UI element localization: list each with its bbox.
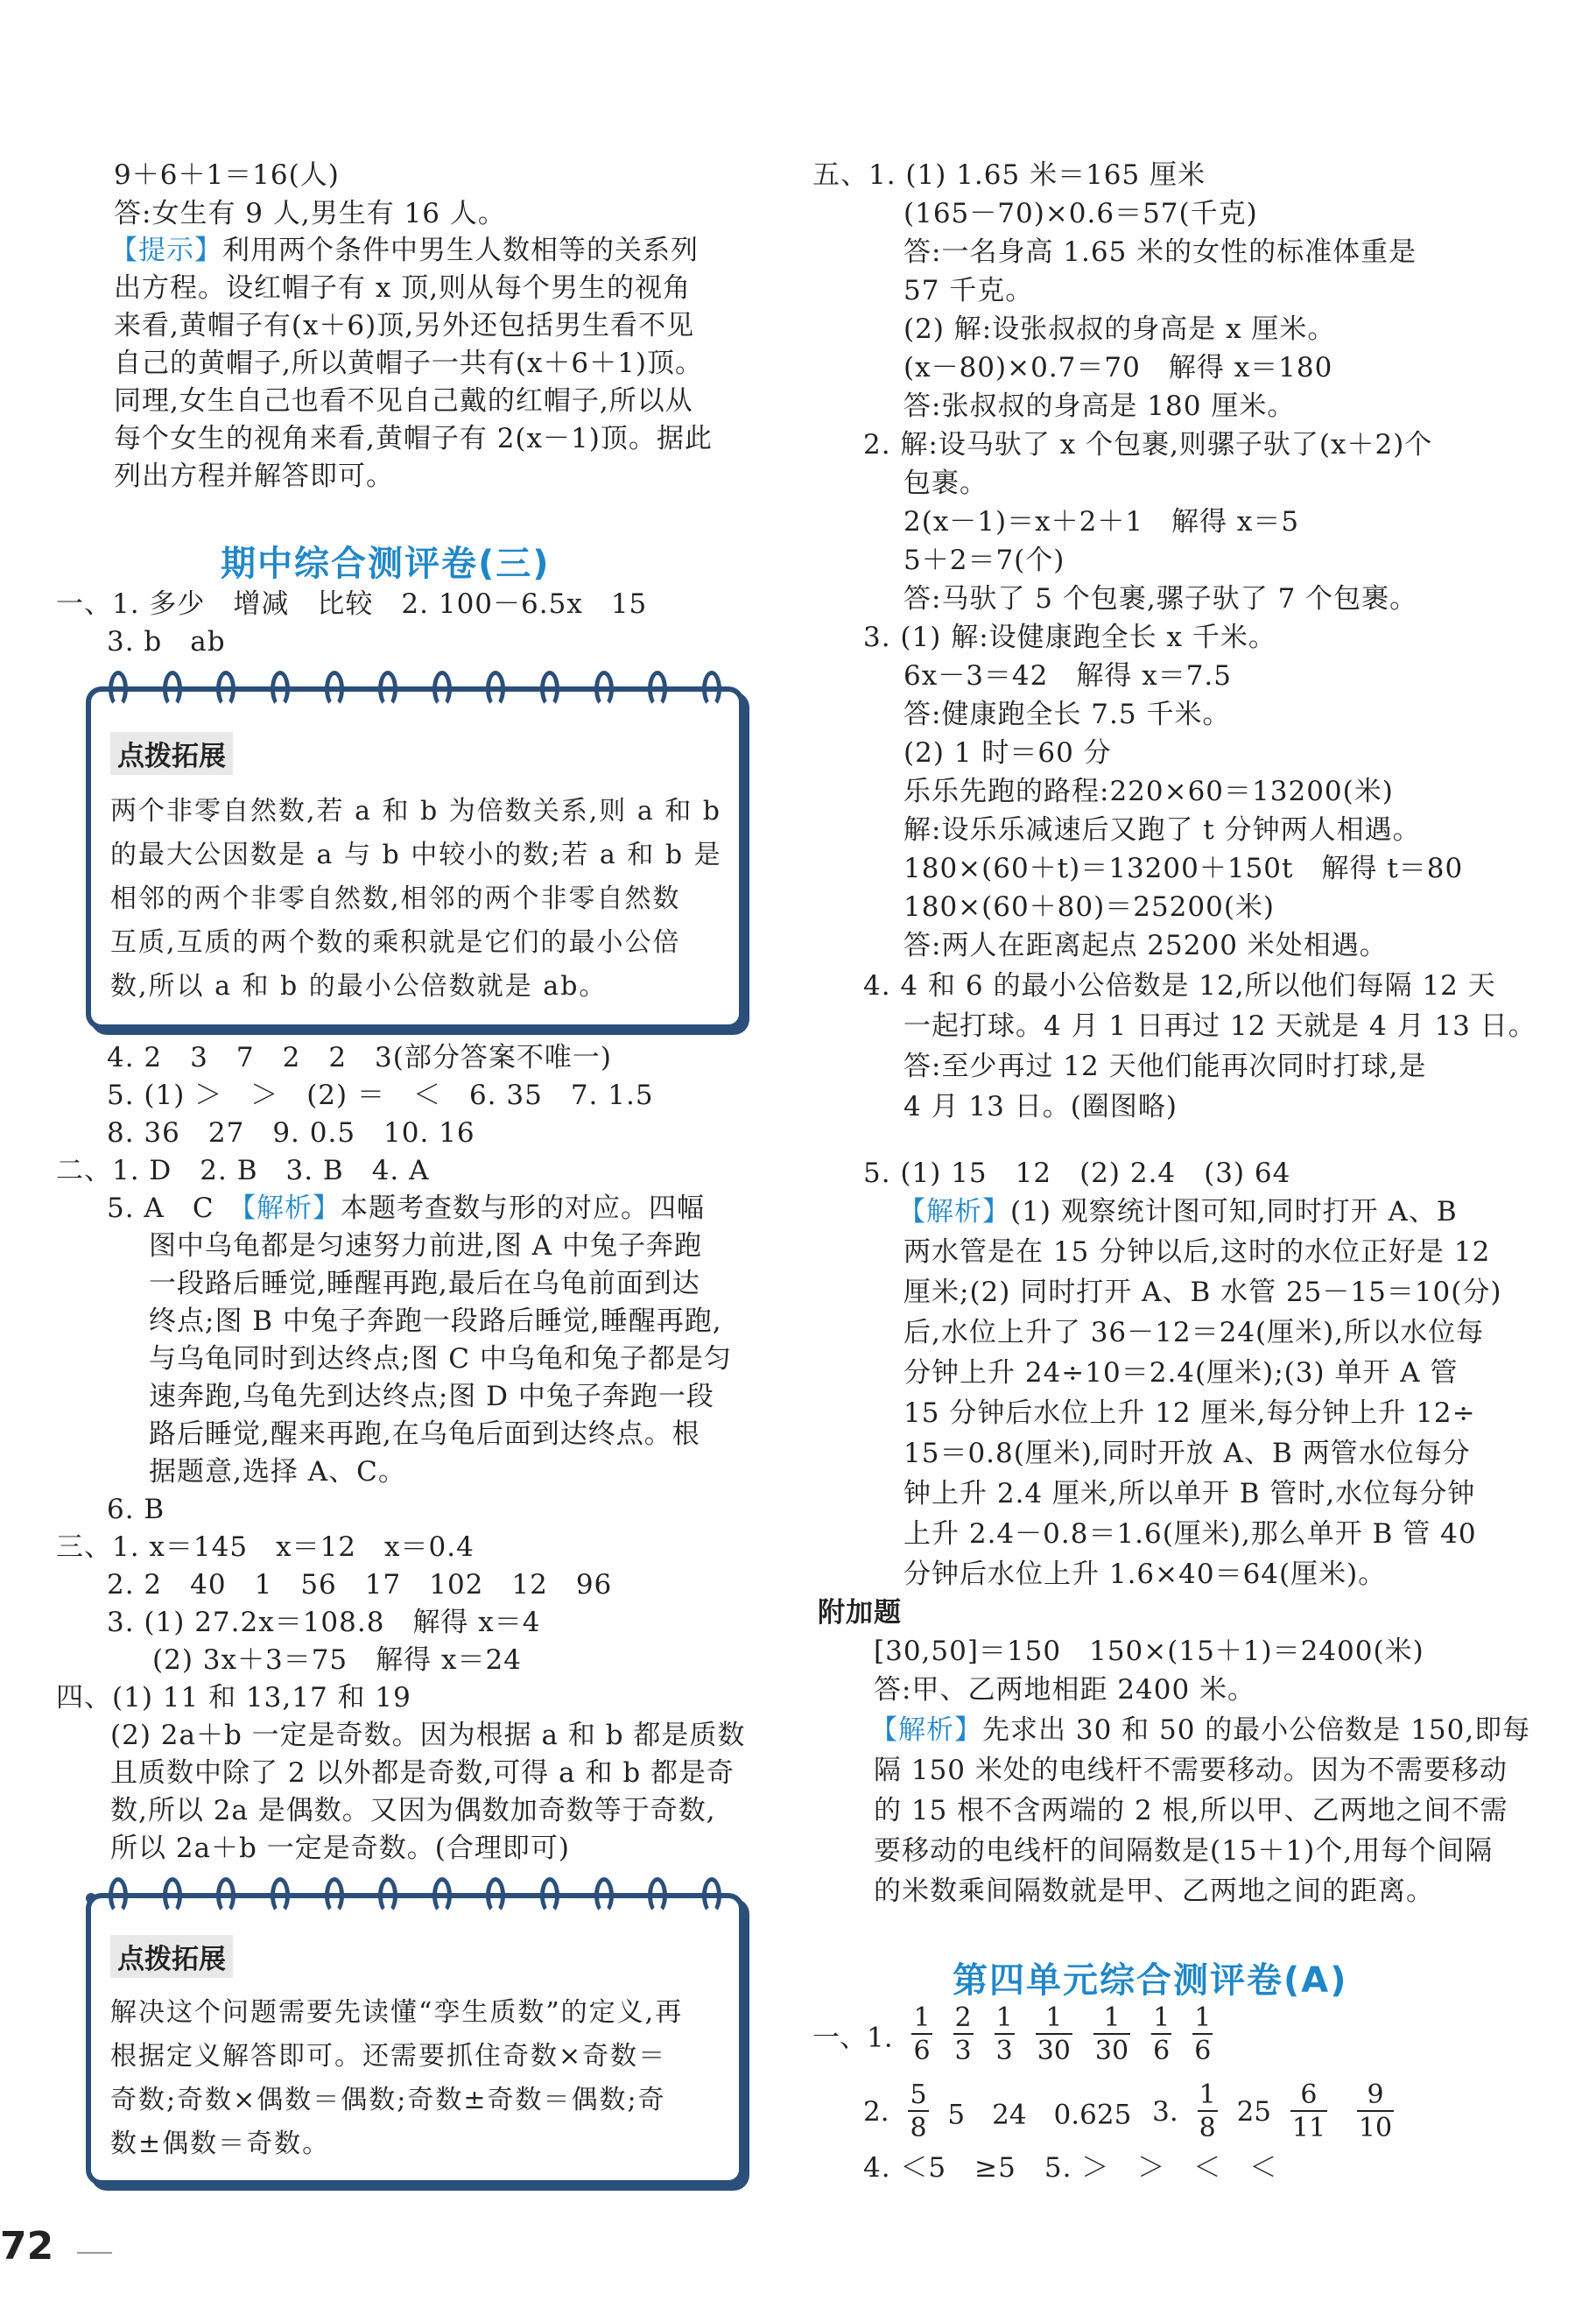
text-line: 5＋2＝7(个) [903,545,1065,576]
text-line: 包裹。 [903,468,988,499]
ring-icon [702,671,721,707]
numerator: 1 [1199,2079,1216,2110]
denominator: 30 [1037,2036,1071,2066]
note-title: 点拨拓展 [110,732,233,775]
text-line: 两水管是在 15 分钟以后,这时的水位正好是 12 [903,1236,1491,1268]
ring-icon [216,1877,236,1914]
text-line: 来看,黄帽子有(x＋6)顶,另外还包括男生看不见 [114,310,695,341]
note-box-2 [86,1893,744,2185]
numerator: 2 [954,2002,972,2033]
fraction [1290,2079,1327,2143]
text-line: 15 分钟后水位上升 12 厘米,每分钟上升 12÷ [903,1397,1476,1429]
ring-icon [378,671,397,707]
text: 本题考查数与形的对应。四幅 [341,1193,706,1224]
item-label: 2. [863,2096,889,2128]
answer-line: 四、(1) 11 和 13,17 和 19 [56,1682,411,1713]
text-line: 钟上升 2.4 厘米,所以单开 B 管时,水位每分钟 [903,1478,1476,1509]
denominator: 11 [1291,2113,1326,2143]
note-line: 相邻的两个非零自然数,相邻的两个非零自然数 [110,883,681,914]
text-line: 要移动的电线杆的间隔数是(15＋1)个,用每个间隔 [874,1835,1494,1867]
ring-icon [648,1877,667,1914]
note-line: 的最大公因数是 a 与 b 中较小的数;若 a 和 b 是 [110,840,722,870]
ring-icon [594,671,614,707]
text-line: 15＝0.8(厘米),同时开放 A、B 两管水位每分 [903,1438,1471,1469]
text-line: [30,50]＝150 150×(15＋1)＝2400(米) [874,1636,1424,1667]
text-line: (2) 解:设张叔叔的身高是 x 厘米。 [903,313,1336,345]
text-line: 一段路后睡觉,睡醒再跑,最后在乌龟前面到达 [149,1268,700,1299]
numerator: 5 [910,2079,927,2110]
text-line: 一起打球。4 月 1 日再过 12 天就是 4 月 13 日。 [903,1010,1536,1042]
text-line: 图中乌龟都是匀速努力前进,图 A 中兔子奔跑 [149,1230,702,1262]
ring-icon [271,671,290,707]
page-number: 72 [0,2224,54,2269]
text-line: 2(x－1)＝x＋2＋1 解得 x＝5 [903,506,1300,538]
ring-icon [163,1877,182,1914]
ring-icon [109,671,128,707]
fraction [1151,2002,1171,2066]
answer-line: 3. b ab [107,626,226,658]
section-title: 期中综合测评卷(三) [221,544,551,584]
denominator: 6 [1153,2036,1171,2066]
text-line: (x－80)×0.7＝70 解得 x＝180 [903,352,1333,383]
numerator: 6 [1290,2082,1327,2112]
note-line: 互质,互质的两个数的乘积就是它们的最小公倍 [110,927,681,958]
ring-icon [432,671,452,707]
fraction [1093,2002,1130,2066]
analysis-tag: 【解析】 [242,1193,341,1224]
text-line: 的米数乘间隔数就是甲、乙两地之间的距离。 [874,1875,1434,1907]
numerator: 1 [995,2002,1013,2033]
text-line: 答:张叔叔的身高是 180 厘米。 [903,391,1296,422]
values: 5 24 0.625 [947,2099,1132,2131]
notebook-rings [109,1877,721,1919]
analysis-tag: 【解析】 [898,1196,1010,1228]
text-line: 9＋6＋1＝16(人) [114,159,340,191]
text-line: 速奔跑,乌龟先到达终点;图 D 中兔子奔跑一段 [149,1381,714,1412]
fraction [1198,2079,1218,2143]
note-box [86,686,744,1030]
text-line: 答:一名身高 1.65 米的女性的标准体重是 [903,236,1417,268]
text-line: 乐乐先跑的路程:220×60＝13200(米) [903,776,1394,807]
ring-icon [163,671,182,707]
text-line: 180×(60＋80)＝25200(米) [903,891,1276,923]
answer-line: 4. 4 和 6 的最小公倍数是 12,所以他们每隔 12 天 [863,970,1496,1002]
text: 5. A C [107,1193,214,1224]
denominator: 8 [1199,2113,1216,2143]
note-line: 两个非零自然数,若 a 和 b 为倍数关系,则 a 和 b [110,796,722,827]
text-line: 上升 2.4－0.8＝1.6(厘米),那么单开 B 管 40 [903,1518,1477,1550]
answer-line: 8. 36 27 9. 0.5 10. 16 [107,1117,475,1149]
note-line: 根据定义解答即可。还需要抓住奇数×奇数＝ [110,2041,667,2072]
ring-icon [109,1877,128,1914]
text-line: 出方程。设红帽子有 x 顶,则从每个男生的视角 [114,272,692,304]
fraction [908,2079,928,2143]
answer-line [107,1191,705,1226]
text-line: 答:至少再过 12 天他们能再次同时打球,是 [903,1051,1427,1082]
text-line: 答:健康跑全长 7.5 千米。 [903,699,1231,730]
note-line: 奇数;奇数×偶数＝偶数;奇数±奇数＝偶数;奇 [110,2085,666,2115]
hint-line [110,233,699,268]
denominator: 6 [913,2036,931,2066]
ring-icon [648,671,667,707]
ring-icon [486,671,505,707]
text-line: 与乌龟同时到达终点;图 C 中乌龟和兔子都是匀 [149,1343,732,1375]
text: 先求出 30 和 50 的最小公倍数是 150,即每 [982,1714,1531,1746]
text-line: 6x－3＝42 解得 x＝7.5 [903,660,1233,692]
answer-line: 6. B [107,1494,165,1525]
answer-line: 三、1. x＝145 x＝12 x＝0.4 [56,1531,475,1563]
ring-icon [702,1877,721,1914]
text-line: 终点;图 B 中兔子奔跑一段路后睡觉,睡醒再跑, [149,1305,722,1337]
fraction [1036,2002,1072,2066]
denominator: 6 [1194,2036,1212,2066]
denominator: 8 [910,2113,927,2143]
text-line: 答:甲、乙两地相距 2400 米。 [874,1674,1256,1706]
extra-title: 附加题 [818,1597,902,1629]
numerator: 1 [1036,2005,1072,2035]
note-line: 数,所以 a 和 b 的最小公倍数就是 ab。 [110,971,608,1002]
text-line: 分钟上升 24÷10＝2.4(厘米);(3) 单开 A 管 [903,1357,1459,1389]
text-line: 利用两个条件中男生人数相等的关系列 [222,235,699,266]
numerator: 9 [1357,2082,1394,2112]
text-line: (2) 1 时＝60 分 [903,737,1112,769]
analysis-line [870,1713,1530,1748]
text-line: 答:马驮了 5 个包裹,骡子驮了 7 个包裹。 [903,583,1418,615]
ring-icon [594,1877,614,1914]
text-line: 57 千克。 [903,275,1034,306]
ring-icon [486,1877,505,1914]
numerator: 1 [913,2002,931,2033]
ring-icon [325,671,344,707]
text-line: (165－70)×0.6＝57(千克) [903,198,1258,229]
analysis-line [898,1194,1458,1229]
ring-icon [216,671,236,707]
answer-line: 3. (1) 27.2x＝108.8 解得 x＝4 [107,1607,541,1638]
analysis-tag: 【解析】 [870,1714,982,1746]
fraction [911,2002,932,2066]
text-line: 据题意,选择 A、C。 [149,1456,406,1488]
text-line: 厘米;(2) 同时打开 A、B 水管 25－15＝10(分) [903,1277,1502,1308]
note-line: 数±偶数＝奇数。 [110,2129,331,2159]
fraction-row-2 [863,2079,1404,2143]
text-line: (2) 2a＋b 一定是奇数。因为根据 a 和 b 都是质数 [110,1720,746,1751]
text-line: 答:女生有 9 人,男生有 16 人。 [114,198,506,229]
item-label: 3. [1152,2096,1178,2128]
numerator: 1 [1093,2005,1130,2035]
text-line: 分钟后水位上升 1.6×40＝64(厘米)。 [903,1559,1387,1590]
fraction [953,2002,974,2066]
text-line: 数,所以 2a 是偶数。又因为偶数加奇数等于奇数, [110,1795,716,1826]
text-line: 后,水位上升了 36－12＝24(厘米),所以水位每 [903,1317,1485,1348]
ring-icon [378,1877,397,1914]
value: 25 [1236,2096,1272,2128]
note-title: 点拨拓展 [110,1935,233,1978]
text-line: 所以 2a＋b 一定是奇数。(合理即可) [110,1833,570,1864]
section-title: 第四单元综合测评卷(A) [953,1960,1348,2001]
answer-line: (2) 3x＋3＝75 解得 x＝24 [152,1644,522,1676]
answer-line: 二、1. D 2. B 3. B 4. A [56,1155,430,1186]
denominator: 10 [1358,2113,1393,2143]
text-line: 列出方程并解答即可。 [114,461,394,492]
ring-icon [432,1877,452,1914]
answer-line: 五、1. (1) 1.65 米＝165 厘米 [812,159,1206,191]
fraction-list [901,2002,1223,2066]
ring-icon [540,671,559,707]
item-label: 一、1. [812,2022,893,2054]
ring-icon [540,1877,559,1914]
answer-line: 一、1. 多少 增减 比较 2. 100－6.5x 15 [56,588,648,620]
text-line: 解:设乐乐减速后又跑了 t 分钟两人相遇。 [903,814,1421,846]
text-line: 的 15 根不含两端的 2 根,所以甲、乙两地之间不需 [874,1795,1508,1826]
fraction-row [812,2002,1223,2066]
answer-line: 3. (1) 解:设健康跑全长 x 千米。 [863,622,1276,653]
fraction [1357,2079,1394,2143]
text: (1) 观察统计图可知,同时打开 A、B [1010,1196,1458,1228]
denominator: 3 [954,2036,972,2066]
answer-line: 4. 2 3 7 2 2 3(部分答案不唯一) [107,1042,612,1073]
ring-icon [325,1877,344,1914]
fraction [995,2002,1015,2066]
text-line: 4 月 13 日。(圈图略) [903,1091,1178,1122]
text-line: 自己的黄帽子,所以黄帽子一共有(x＋6＋1)顶。 [114,348,703,379]
text-line: 路后睡觉,醒来再跑,在乌龟后面到达终点。根 [149,1418,700,1450]
ring-icon [271,1877,290,1914]
answer-line: 4. ＜5 ≥5 5. ＞ ＞ ＜ ＜ [863,2152,1278,2184]
answer-line: 5. (1) ＞ ＞ (2) ＝ ＜ 6. 35 7. 1.5 [107,1080,654,1111]
notebook-rings [109,671,721,713]
text-line: 每个女生的视角来看,黄帽子有 2(x－1)顶。据此 [114,423,713,454]
numerator: 1 [1194,2002,1212,2033]
fraction [1192,2002,1213,2066]
text-line: 同理,女生自己也看不见自己戴的红帽子,所以从 [114,385,693,417]
answer-line: 5. (1) 15 12 (2) 2.4 (3) 64 [863,1158,1291,1189]
text-line: 且质数中除了 2 以外都是奇数,可得 a 和 b 都是奇 [110,1757,735,1789]
text-line: 180×(60＋t)＝13200＋150t 解得 t＝80 [903,853,1464,884]
page-number-rule [77,2252,112,2254]
note-line: 解决这个问题需要先读懂“孪生质数”的定义,再 [110,1997,684,2028]
answer-line: 2. 2 40 1 56 17 102 12 96 [107,1569,613,1601]
hint-tag: 【提示】 [110,235,222,266]
numerator: 1 [1153,2002,1171,2033]
text-line: 答:两人在距离起点 25200 米处相遇。 [903,930,1388,961]
answer-line: 2. 解:设马驮了 x 个包裹,则骡子驮了(x＋2)个 [863,429,1433,461]
denominator: 3 [995,2036,1013,2066]
denominator: 30 [1094,2036,1129,2066]
text-line: 隔 150 米处的电线杆不需要移动。因为不需要移动 [874,1755,1508,1786]
